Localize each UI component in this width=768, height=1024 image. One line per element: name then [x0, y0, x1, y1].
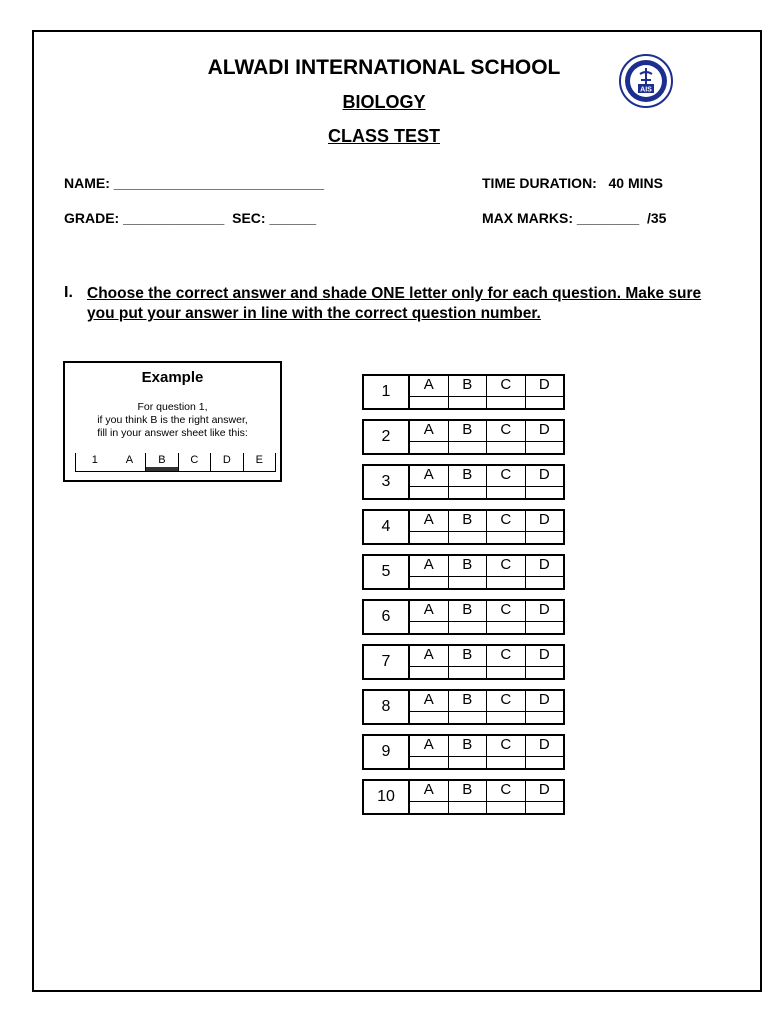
- answer-row: [362, 779, 565, 815]
- answer-option[interactable]: [525, 466, 564, 498]
- shaded-mark: [146, 467, 177, 471]
- answer-option[interactable]: [486, 466, 525, 498]
- answer-option[interactable]: [525, 646, 564, 678]
- school-logo-icon: [619, 54, 673, 108]
- answer-option-label: B: [462, 556, 473, 573]
- answer-option-label: C: [500, 421, 512, 438]
- answer-row: [362, 599, 565, 635]
- answer-option-label: B: [462, 781, 473, 798]
- question-number: 3: [364, 466, 410, 498]
- answer-options: [410, 781, 563, 813]
- shade-area[interactable]: [449, 666, 487, 667]
- answer-options: [410, 736, 563, 768]
- example-option: [211, 453, 243, 471]
- example-option-label: E: [255, 454, 263, 466]
- answer-option-label: C: [500, 646, 512, 663]
- shade-area[interactable]: [526, 531, 564, 532]
- answer-option[interactable]: [410, 646, 448, 678]
- answer-option-label: D: [538, 781, 550, 798]
- shade-area[interactable]: [526, 486, 564, 487]
- example-question-number: 1: [91, 454, 98, 466]
- shade-area[interactable]: [487, 621, 525, 622]
- answer-option[interactable]: [410, 601, 448, 633]
- answer-option-label: C: [500, 691, 512, 708]
- answer-option[interactable]: [486, 736, 525, 768]
- answer-option-label: D: [538, 736, 550, 753]
- answer-option-label: B: [462, 646, 473, 663]
- answer-option[interactable]: [448, 511, 487, 543]
- example-answer-row: [75, 453, 276, 472]
- answer-option[interactable]: [410, 511, 448, 543]
- answer-options: [410, 376, 563, 408]
- answer-option[interactable]: [525, 601, 564, 633]
- shade-area[interactable]: [410, 621, 448, 622]
- answer-option[interactable]: [448, 691, 487, 723]
- answer-option-label: A: [423, 511, 434, 528]
- answer-row: [362, 689, 565, 725]
- test-title: CLASS TEST: [327, 126, 440, 146]
- answer-option[interactable]: [486, 556, 525, 588]
- answer-option[interactable]: [410, 466, 448, 498]
- example-option: [179, 453, 211, 471]
- example-option: [114, 453, 146, 471]
- question-number: 8: [364, 691, 410, 723]
- answer-option[interactable]: [486, 421, 525, 453]
- answer-option[interactable]: [486, 511, 525, 543]
- answer-option-label: B: [462, 601, 473, 618]
- answer-option-label: B: [462, 691, 473, 708]
- answer-options: [410, 646, 563, 678]
- shade-area[interactable]: [526, 396, 564, 397]
- answer-option-label: A: [423, 781, 434, 798]
- answer-option-label: A: [423, 691, 434, 708]
- answer-option[interactable]: [525, 376, 564, 408]
- shade-area[interactable]: [487, 756, 525, 757]
- answer-option[interactable]: [448, 466, 487, 498]
- question-number: 10: [364, 781, 410, 813]
- answer-option[interactable]: [525, 421, 564, 453]
- answer-option[interactable]: [448, 736, 487, 768]
- answer-option[interactable]: [410, 781, 448, 813]
- shade-area[interactable]: [410, 801, 448, 802]
- shade-area[interactable]: [449, 396, 487, 397]
- answer-option[interactable]: [486, 781, 525, 813]
- example-box: [63, 361, 282, 482]
- section-number: I.: [64, 284, 73, 301]
- answer-sheet: [362, 374, 565, 824]
- answer-option-label: B: [462, 376, 473, 393]
- answer-option-label: D: [538, 691, 550, 708]
- answer-option[interactable]: [448, 556, 487, 588]
- shade-area[interactable]: [487, 441, 525, 442]
- shade-area[interactable]: [526, 576, 564, 577]
- shade-area[interactable]: [410, 531, 448, 532]
- answer-options: [410, 691, 563, 723]
- answer-row: [362, 464, 565, 500]
- answer-options: [410, 421, 563, 453]
- answer-option[interactable]: [486, 376, 525, 408]
- answer-option-label: D: [538, 421, 550, 438]
- shade-area[interactable]: [410, 666, 448, 667]
- answer-option-label: D: [538, 466, 550, 483]
- answer-option[interactable]: [410, 691, 448, 723]
- shade-area[interactable]: [526, 711, 564, 712]
- answer-option-label: A: [423, 646, 434, 663]
- shade-area[interactable]: [449, 486, 487, 487]
- max-marks-field[interactable]: MAX MARKS: ________ /35: [482, 210, 667, 226]
- answer-option-label: C: [500, 736, 512, 753]
- example-line: fill in your answer sheet like this:: [97, 427, 248, 439]
- answer-option-label: B: [462, 421, 473, 438]
- question-number: 6: [364, 601, 410, 633]
- shade-area[interactable]: [487, 396, 525, 397]
- answer-option-label: D: [538, 556, 550, 573]
- answer-option[interactable]: [448, 601, 487, 633]
- shade-area[interactable]: [410, 396, 448, 397]
- shade-area[interactable]: [487, 486, 525, 487]
- answer-option-label: C: [500, 601, 512, 618]
- shade-area[interactable]: [487, 666, 525, 667]
- shade-area[interactable]: [449, 621, 487, 622]
- answer-option-label: C: [500, 781, 512, 798]
- answer-option-label: C: [500, 466, 512, 483]
- question-number: 9: [364, 736, 410, 768]
- shade-area[interactable]: [449, 801, 487, 802]
- answer-option-label: A: [423, 736, 434, 753]
- answer-option[interactable]: [448, 376, 487, 408]
- example-option-label: A: [125, 454, 134, 466]
- example-line: if you think B is the right answer,: [97, 414, 248, 426]
- shade-area[interactable]: [526, 801, 564, 802]
- example-text: [65, 401, 280, 440]
- answer-option[interactable]: [410, 736, 448, 768]
- answer-option-label: A: [423, 466, 434, 483]
- shade-area[interactable]: [487, 711, 525, 712]
- example-option-label: B: [158, 454, 166, 466]
- answer-option[interactable]: [486, 601, 525, 633]
- subject-title: BIOLOGY: [342, 92, 426, 112]
- shade-area[interactable]: [449, 756, 487, 757]
- shade-area[interactable]: [487, 801, 525, 802]
- grade-section-field[interactable]: GRADE: _____________ SEC: ______: [64, 210, 317, 226]
- answer-options: [410, 466, 563, 498]
- shade-area[interactable]: [487, 576, 525, 577]
- answer-option[interactable]: [448, 781, 487, 813]
- example-option-label: C: [190, 454, 199, 466]
- time-duration: TIME DURATION: 40 MINS: [482, 175, 663, 191]
- answer-option-label: B: [462, 511, 473, 528]
- answer-option-label: D: [538, 646, 550, 663]
- answer-row: [362, 734, 565, 770]
- shade-area[interactable]: [410, 711, 448, 712]
- shade-area[interactable]: [410, 576, 448, 577]
- answer-row: [362, 374, 565, 410]
- answer-options: [410, 601, 563, 633]
- example-option: [146, 453, 178, 471]
- answer-option[interactable]: [525, 511, 564, 543]
- shade-area[interactable]: [526, 756, 564, 757]
- question-number: 4: [364, 511, 410, 543]
- example-title: Example: [141, 369, 204, 386]
- answer-option[interactable]: [486, 646, 525, 678]
- answer-options: [410, 556, 563, 588]
- shade-area[interactable]: [410, 441, 448, 442]
- answer-option-label: B: [462, 466, 473, 483]
- shade-area[interactable]: [526, 666, 564, 667]
- shade-area[interactable]: [487, 531, 525, 532]
- answer-option-label: A: [423, 421, 434, 438]
- example-line: For question 1,: [137, 401, 208, 413]
- answer-option[interactable]: [410, 556, 448, 588]
- answer-option-label: A: [423, 376, 434, 393]
- answer-option[interactable]: [410, 376, 448, 408]
- answer-option-label: C: [500, 511, 512, 528]
- answer-option[interactable]: [525, 556, 564, 588]
- answer-option-label: D: [538, 376, 550, 393]
- answer-option-label: C: [500, 376, 512, 393]
- shade-area[interactable]: [410, 486, 448, 487]
- answer-option-label: D: [538, 511, 550, 528]
- answer-option-label: B: [462, 736, 473, 753]
- shade-area[interactable]: [526, 621, 564, 622]
- answer-row: [362, 509, 565, 545]
- answer-option[interactable]: [525, 781, 564, 813]
- svg-text:AIS: AIS: [640, 86, 652, 94]
- question-number: 7: [364, 646, 410, 678]
- shade-area[interactable]: [449, 441, 487, 442]
- shade-area[interactable]: [449, 531, 487, 532]
- example-option: [244, 453, 276, 471]
- answer-option[interactable]: [448, 646, 487, 678]
- question-number: 5: [364, 556, 410, 588]
- question-number: 2: [364, 421, 410, 453]
- school-name: ALWADI INTERNATIONAL SCHOOL: [207, 56, 561, 79]
- answer-option[interactable]: [410, 421, 448, 453]
- shade-area[interactable]: [449, 576, 487, 577]
- answer-option-label: A: [423, 556, 434, 573]
- answer-options: [410, 511, 563, 543]
- shade-area[interactable]: [449, 711, 487, 712]
- answer-option[interactable]: [486, 691, 525, 723]
- answer-option[interactable]: [525, 736, 564, 768]
- answer-option[interactable]: [448, 421, 487, 453]
- shade-area[interactable]: [526, 441, 564, 442]
- question-number: 1: [364, 376, 410, 408]
- instruction-text: Choose the correct answer and shade ONE letter only for each question. Make sure you put your answer in line with the correct question number.: [87, 285, 702, 322]
- answer-row: [362, 644, 565, 680]
- shade-area[interactable]: [410, 756, 448, 757]
- answer-row: [362, 554, 565, 590]
- answer-option-label: C: [500, 556, 512, 573]
- answer-option[interactable]: [525, 691, 564, 723]
- name-field[interactable]: NAME: ___________________________: [64, 175, 324, 191]
- answer-option-label: D: [538, 601, 550, 618]
- example-option-label: D: [222, 454, 231, 466]
- answer-row: [362, 419, 565, 455]
- answer-option-label: A: [423, 601, 434, 618]
